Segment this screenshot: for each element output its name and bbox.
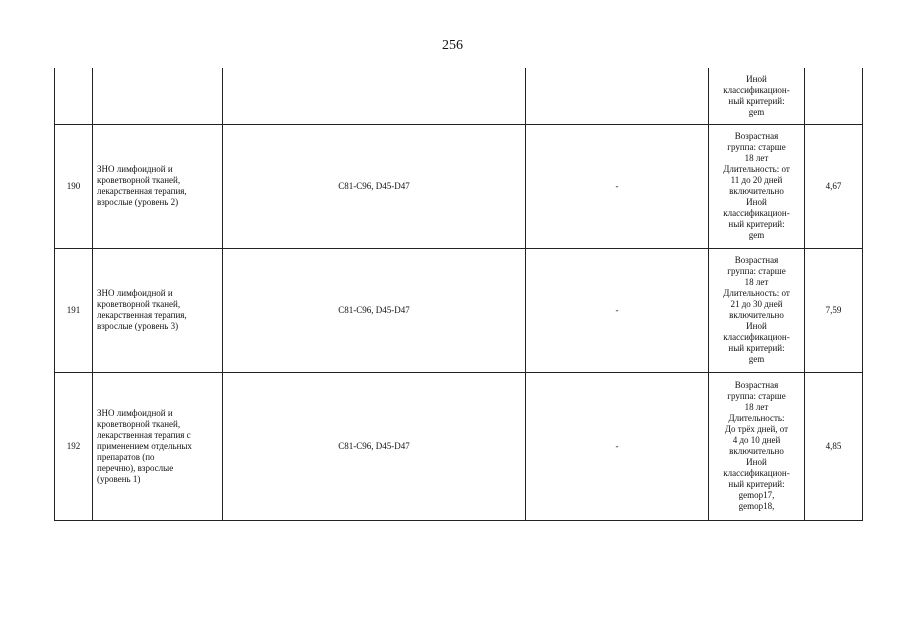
table-row bbox=[55, 372, 863, 520]
cell-coef: 4,85 bbox=[805, 372, 863, 520]
cell-codes: C81-C96, D45-D47 bbox=[223, 248, 526, 372]
cell-dash: - bbox=[526, 248, 709, 372]
cell-coef: 7,59 bbox=[805, 248, 863, 372]
cell-num: 191 bbox=[55, 248, 93, 372]
cell-name: ЗНО лимфоидной и кроветворной тканей, лекарственная терапия, взрослые (уровень 2) bbox=[93, 124, 223, 248]
table-row bbox=[55, 124, 863, 248]
cell-criteria: Возрастная группа: старше 18 лет Длительность: от 11 до 20 дней включительно Иной классификацион- ный критерий: gem bbox=[709, 124, 805, 248]
cell-codes bbox=[223, 68, 526, 124]
cell-coef bbox=[805, 68, 863, 124]
cell-coef: 4,67 bbox=[805, 124, 863, 248]
table-row-continued bbox=[55, 68, 863, 124]
cell-num: 190 bbox=[55, 124, 93, 248]
cell-criteria: Возрастная группа: старше 18 лет Длительность: от 21 до 30 дней включительно Иной классификацион- ный критерий: gem bbox=[709, 248, 805, 372]
cell-dash: - bbox=[526, 124, 709, 248]
cell-num: 192 bbox=[55, 372, 93, 520]
cell-name: ЗНО лимфоидной и кроветворной тканей, лекарственная терапия, взрослые (уровень 3) bbox=[93, 248, 223, 372]
cell-codes: C81-C96, D45-D47 bbox=[223, 124, 526, 248]
cell-criteria: Иной классификацион- ный критерий: gem bbox=[709, 68, 805, 124]
cell-name bbox=[93, 68, 223, 124]
table-row bbox=[55, 248, 863, 372]
cell-num bbox=[55, 68, 93, 124]
cell-codes: C81-C96, D45-D47 bbox=[223, 372, 526, 520]
cell-dash bbox=[526, 68, 709, 124]
tariff-table bbox=[54, 68, 863, 521]
page-number: 256 bbox=[442, 38, 463, 53]
cell-dash: - bbox=[526, 372, 709, 520]
cell-criteria: Возрастная группа: старше 18 лет Длительность: До трёх дней, от 4 до 10 дней включительно Иной классификацион- ный критерий: gemop17, gemop18, bbox=[709, 372, 805, 520]
cell-name: ЗНО лимфоидной и кроветворной тканей, лекарственная терапия с применением отдельных препаратов (по перечню), взрослые (уровень 1) bbox=[93, 372, 223, 520]
